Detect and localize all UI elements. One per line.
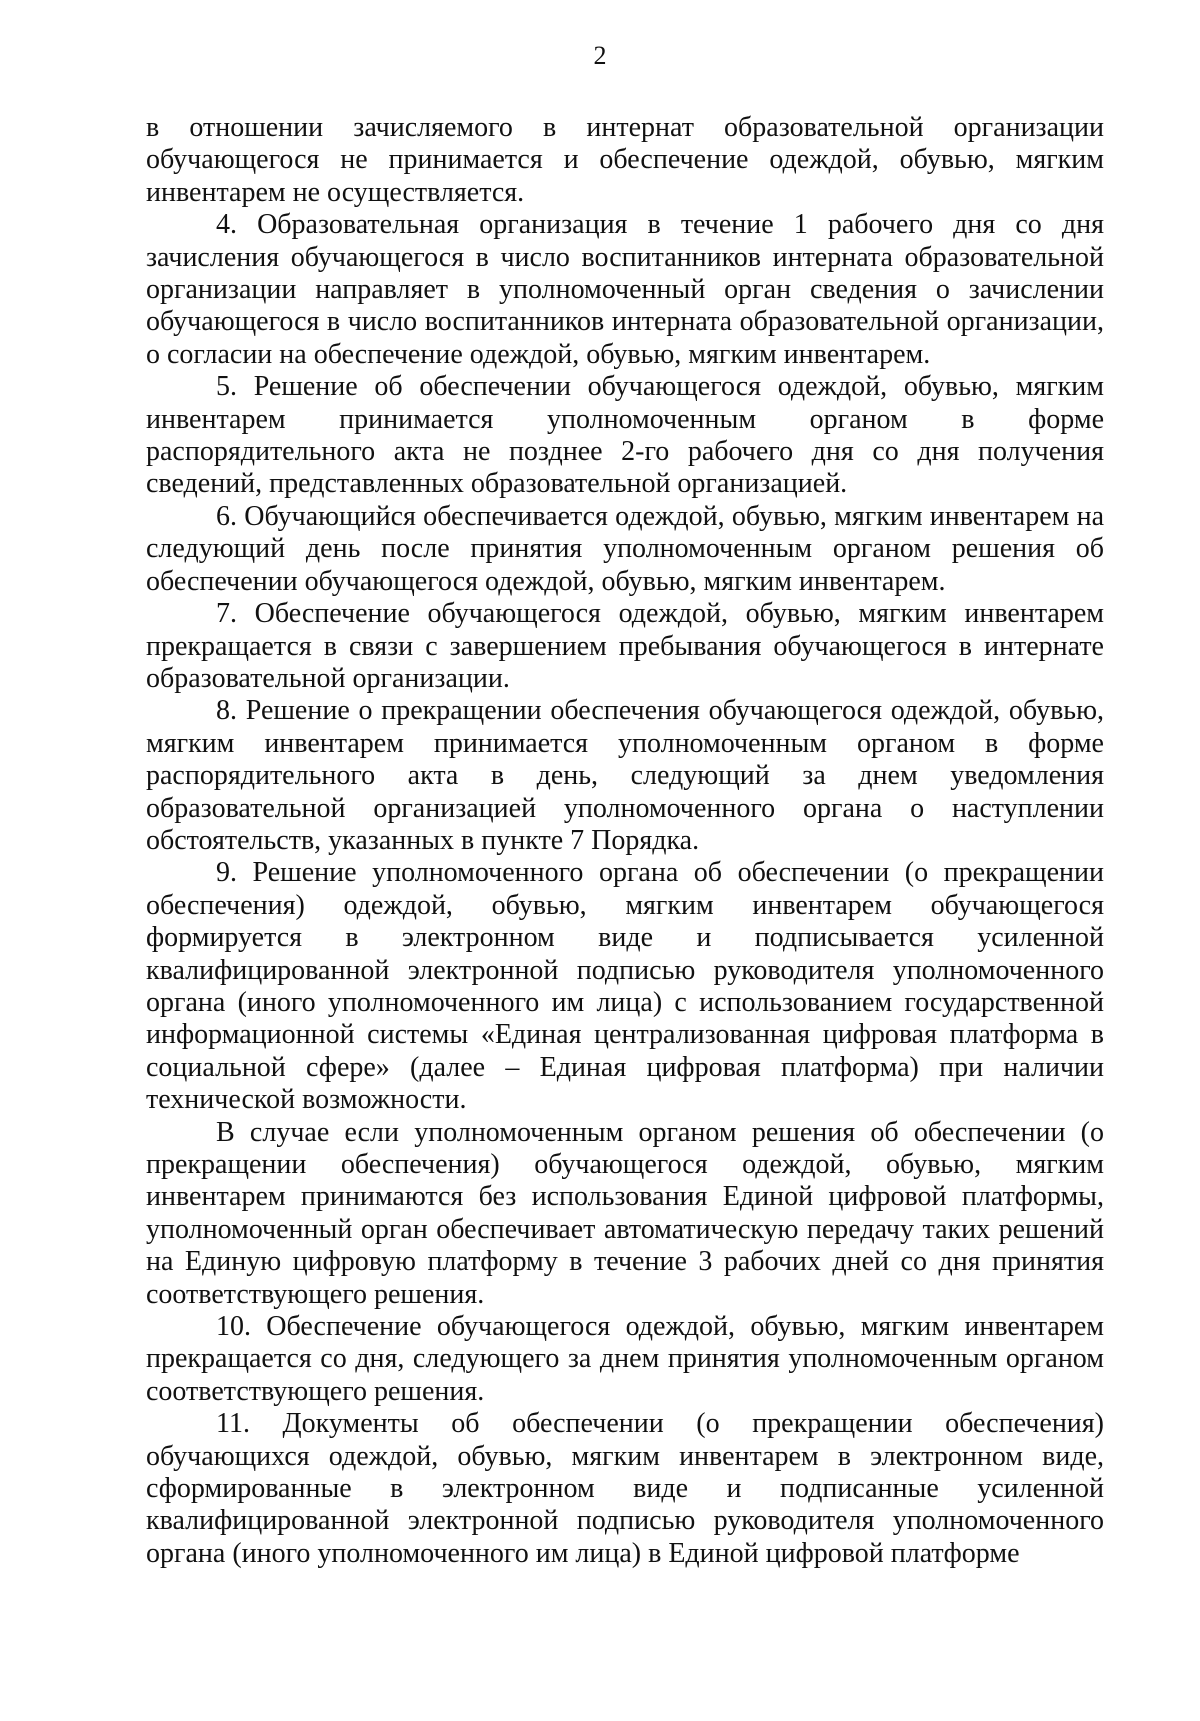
paragraph-item-7: 7. Обеспечение обучающегося одеждой, обувью, мягким инвентарем прекращается в связи с завершением пребывания обучающегося в интернате образовательной организации. xyxy=(146,598,1104,694)
paragraph-item-9-continuation: В случае если уполномоченным органом решения об обеспечении (о прекращении обеспечения) обучающегося одеждой, обувью, мягким инвентарем принимаются без использования Единой цифровой платформы, уполномоченный орган обеспечивает автоматическую передачу таких решений на Единую цифровую платформу в течение 3 рабочих дней со дня принятия соответствующего решения. xyxy=(146,1116,1104,1310)
paragraph-item-10: 10. Обеспечение обучающегося одеждой, обувью, мягким инвентарем прекращается со дня, следующего за днем принятия уполномоченным органом соответствующего решения. xyxy=(146,1311,1104,1407)
paragraph-item-6: 6. Обучающийся обеспечивается одеждой, обувью, мягким инвентарем на следующий день после принятия уполномоченным органом решения об обеспечении обучающегося одеждой, обувью, мягким инвентарем. xyxy=(146,500,1104,597)
paragraph-item-5: 5. Решение об обеспечении обучающегося одеждой, обувью, мягким инвентарем принимается уполномоченным органом в форме распорядительного акта не позднее 2-го рабочего дня со дня получения сведений, представленных образовательной организацией. xyxy=(146,371,1104,500)
paragraph-item-4: 4. Образовательная организация в течение 1 рабочего дня со дня зачисления обучающегося в число воспитанников интерната образовательной организации направляет в уполномоченный орган сведения о зачислении обучающегося в число воспитанников интерната образовательной организации, о согласии на обеспечение одеждой, обувью, мягким инвентарем. xyxy=(146,209,1104,370)
paragraph-item-8: 8. Решение о прекращении обеспечения обучающегося одеждой, обувью, мягким инвентарем принимается уполномоченным органом в форме распорядительного акта в день, следующий за днем уведомления образовательной организацией уполномоченного органа о наступлении обстоятельств, указанных в пункте 7 Порядка. xyxy=(146,695,1104,856)
paragraph-item-11: 11. Документы об обеспечении (о прекращении обеспечения) обучающихся одеждой, обувью, мягким инвентарем в электронном виде, сформированные в электронном виде и подписанные усиленной квалифицированной электронной подписью руководителя уполномоченного органа (иного уполномоченного им лица) в Единой цифровой платформе xyxy=(146,1408,1104,1569)
page-number: 2 xyxy=(593,41,607,70)
paragraph-item-9: 9. Решение уполномоченного органа об обеспечении (о прекращении обеспечения) одеждой, обувью, мягким инвентарем обучающегося формируется в электронном виде и подписывается усиленной квалифицированной электронной подписью руководителя уполномоченного органа (иного уполномоченного им лица) с использованием государственной информационной системы «Единая централизованная цифровая платформа в социальной сфере» (далее – Единая цифровая платформа) при наличии технической возможности. xyxy=(146,857,1104,1116)
paragraph-continuation: в отношении зачисляемого в интернат образовательной организации обучающегося не принимается и обеспечение одеждой, обувью, мягким инвентарем не осуществляется. xyxy=(146,112,1104,208)
document-body xyxy=(146,112,1104,1570)
